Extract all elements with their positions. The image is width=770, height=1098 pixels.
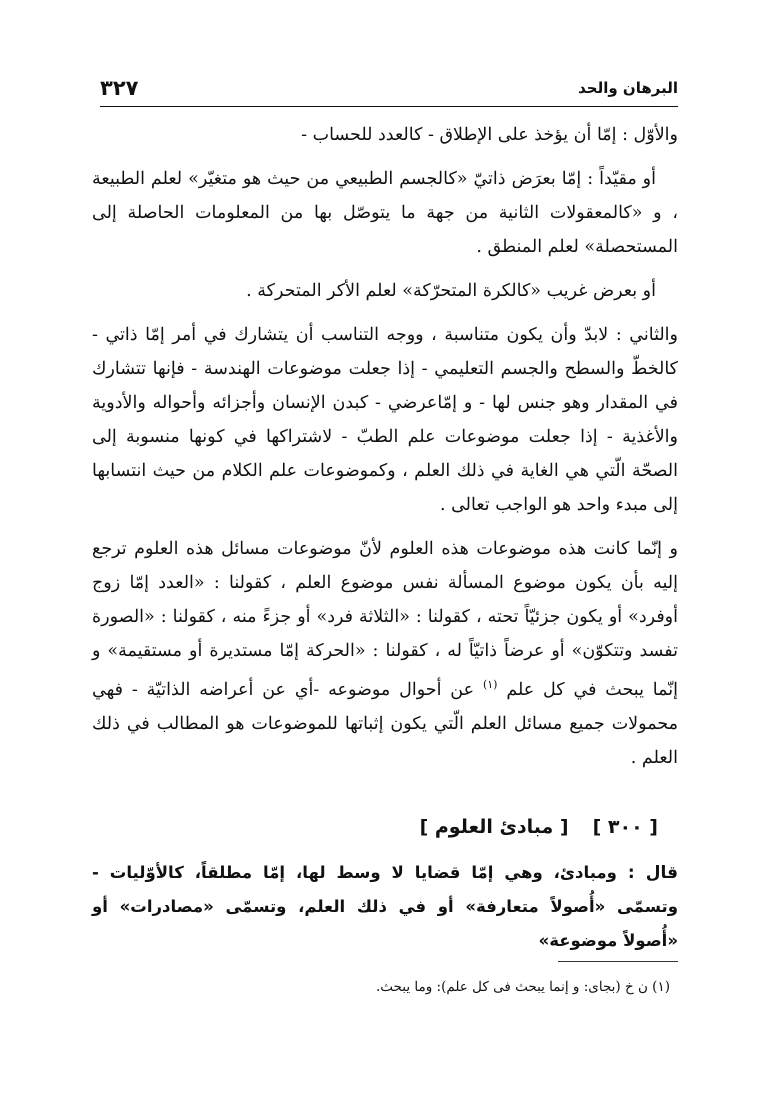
paragraph-5 [92,532,678,775]
qala-label: قال : [627,863,679,883]
qala-text: ومبادئ، وهي إمّا قضايا لا وسط لها، إمّا مطلقاً، كالأوّليات - وتسمّى «أُصولاً متعارفة» أو في ذلك العلم، وتسمّى «مصادرات» أو «أُصولاً موضوعة» [92,863,678,950]
paragraph-1: والأوّل : إمّا أن يؤخذ على الإطلاق - كالعدد للحساب - [301,125,678,145]
running-title: البرهان والحد [578,79,678,97]
footnote-divider [558,961,678,962]
paragraph-5-part-2: عن أحوال موضوعه -أي عن أعراضه الذاتيّة - فهي محمولات جميع مسائل العلم الّتي يكون إثباتها للموضوعات هو المطالب في ذلك العلم . [92,679,678,768]
section-title: [ مبادئ العلوم ] [419,816,569,838]
section-number: [ ٣٠٠ ] [592,816,658,838]
section-heading [420,816,658,838]
page-header [100,70,678,107]
footnote: (١) ن خ (بجاى: و إنما يبحث فى كل علم): وما يبحث. [376,979,670,995]
paragraph-3: أو بعرض غريب «كالكرة المتحرّكة» لعلم الأكر المتحركة . [246,281,656,301]
paragraph-2: أو مقيّداً : إمّا بعرَض ذاتيّ «كالجسم الطبيعي من حيث هو متغيّر» لعلم الطبيعة ، و «كالمعقولات الثانية من جهة ما يتوصّل بها من المعلومات الحاصلة إلى المستحصلة» لعلم المنطق . [92,169,678,257]
footnote-marker[interactable]: (١) [482,678,498,691]
paragraph-4: والثاني : لابدّ وأن يكون متناسبة ، ووجه التناسب أن يتشارك في أمر إمّا ذاتي - كالخطّ والسطح والجسم التعليمي - إذا جعلت موضوعات الهندسة - فإنها تتشارك في المقدار وهو جنس لها - و إمّاعرضي - كبدن الإنسان وأجزائه وأحواله والأدوية والأغذية - إذا جعلت موضوعات علم الطبّ - لاشتراكها في كونها منسوبة إلى الصحّة الّتي هي الغاية في ذلك العلم ، وكموضوعات علم الكلام من حيث انتسابها إلى مبدء واحد هو الواجب تعالى . [92,325,678,515]
qala-paragraph [92,856,678,958]
main-text [92,118,678,785]
page-number: ٣٢٧ [100,76,139,100]
paragraph-5-part-1: و إنّما كانت هذه موضوعات هذه العلوم لأنّ موضوعات مسائل هذه العلوم ترجع إليه بأن يكون موضوع المسألة نفس موضوع العلم ، كقولنا : «العدد إمّا زوج أوفرد» أو يكون جزئيّاً تحته ، كقولنا : «الثلاثة فرد» أو جزءً منه ، كقولنا : «الصورة تفسد وتتكوّن» أو عرضاً ذاتيّاً له ، كقولنا : «الحركة إمّا مستديرة أو مستقيمة» و إنّما يبحث في كل علم [92,539,678,700]
